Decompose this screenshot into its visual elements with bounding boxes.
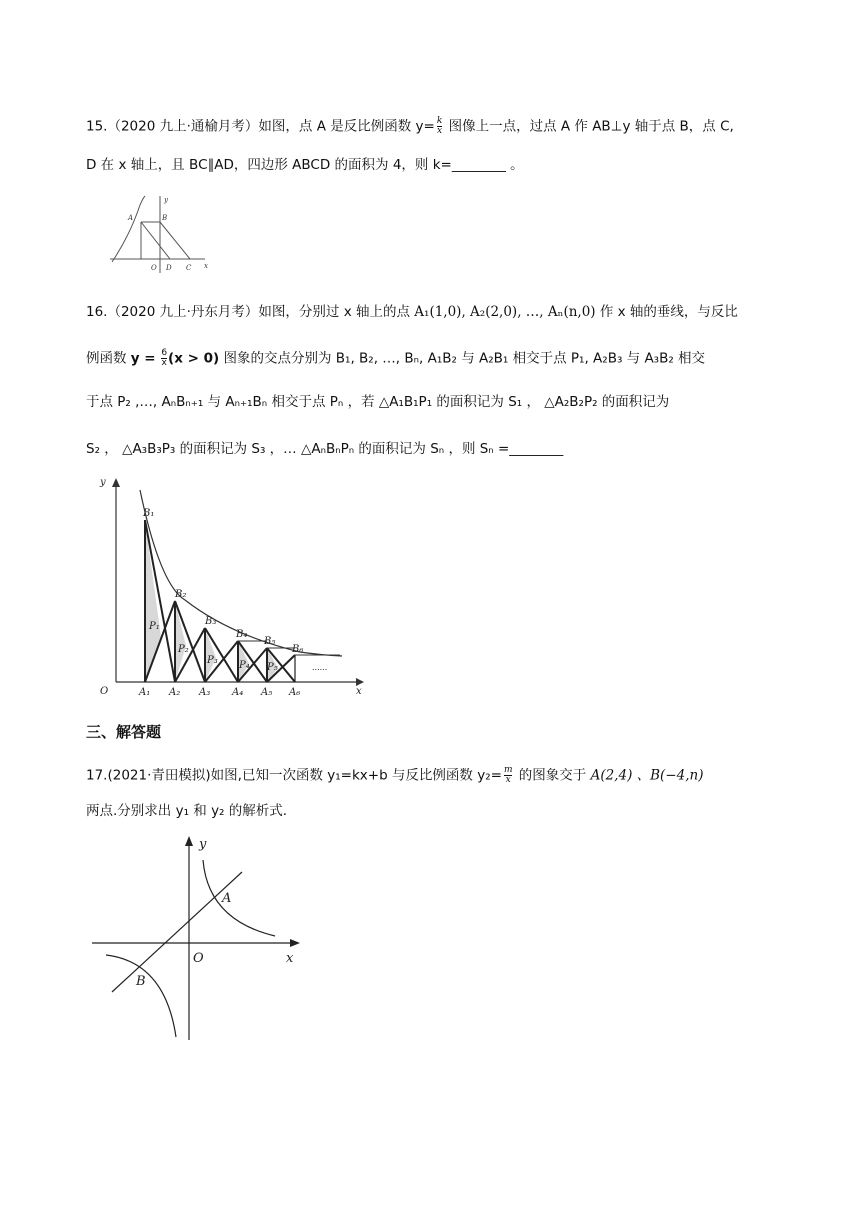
q16-fraction-denominator: x	[161, 358, 167, 368]
q15-label-b: B	[162, 214, 168, 222]
q17-fraction-denominator: x	[505, 775, 511, 785]
q15-text-part2: 图像上一点，过点 A 作 AB⊥y 轴于点 B，点 C,	[444, 118, 734, 135]
q15-text-line2: D 在 x 轴上，且 BC∥AD，四边形 ABCD 的面积为 4，则 k=________ 。	[86, 157, 524, 173]
q16-text-part2: 作 x 轴的垂线，与反比	[595, 304, 738, 320]
q15-label-o: O	[151, 264, 157, 272]
q16-label-b1: B₁	[143, 508, 155, 519]
q15-label-d: D	[166, 264, 172, 272]
q16-label-a5: A₅	[261, 687, 273, 698]
q16-text-line2-b: 图象的交点分别为 B₁, B₂, …, Bₙ, A₁B₂ 与 A₂B₁ 相交于点 P₁, A₂B₃ 与 A₃B₂ 相交	[219, 350, 706, 367]
q15-fraction-denominator: x	[437, 126, 443, 136]
q17-label-b: B	[136, 974, 146, 989]
q16-func: y =	[130, 350, 161, 367]
q16-label-a6: A₆	[289, 687, 301, 698]
q17-fraction-numerator: m	[503, 765, 513, 775]
q17-label-o: O	[193, 951, 204, 966]
q17-points: A(2,4) 、B(−4,n)	[590, 767, 704, 784]
q16-text-line4: S₂ ， △A₃B₃P₃ 的面积记为 S₃ ，… △AₙBₙPₙ 的面积记为 Sₙ ，则 Sₙ =________	[86, 441, 564, 457]
section-heading: 三、解答题	[86, 723, 162, 741]
q16-label-p3: P₃	[207, 655, 218, 666]
q16-text-part1: 16.（2020 九上·丹东月考）如图，分别过 x 轴上的点	[86, 304, 415, 320]
q16-label-b5: B₅	[264, 636, 276, 647]
q15-fraction-numerator: k	[436, 116, 443, 126]
q17-label-y: y	[199, 837, 207, 852]
q17-text-part1: 17.(2021·青田模拟)如图,已知一次函数 y₁=kx+b 与反比例函数 y₂=	[86, 767, 502, 784]
q16-label-p1: P₁	[149, 621, 160, 632]
q16-label-a4: A₄	[232, 687, 244, 698]
q17-x-axis-arrow	[290, 939, 300, 947]
q17-hyperbola-branch-2	[106, 955, 176, 1037]
q16-text-line3: 于点 P₂ ,…, AₙBₙ₊₁ 与 Aₙ₊₁Bₙ 相交于点 Pₙ ，若 △A₁B₁P₁ 的面积记为 S₁ ， △A₂B₂P₂ 的面积记为	[86, 394, 670, 410]
q16-label-x: x	[356, 686, 362, 697]
q15-label-x: x	[204, 262, 208, 270]
q16-label-o: O	[100, 686, 109, 697]
q16-label-p5: P₅	[267, 662, 278, 673]
q17-line-y1	[112, 872, 242, 992]
q17-label-a: A	[222, 891, 232, 906]
q17-text-part2: 的图象交于	[514, 767, 591, 784]
q16-text-line2-a: 例函数	[86, 350, 131, 367]
q16-label-p2: P₂	[178, 644, 189, 655]
q16-label-b2: B₂	[175, 589, 187, 600]
q17-label-x: x	[286, 951, 294, 966]
q16-dots: ......	[312, 663, 328, 672]
q16-label-p4: P₄	[239, 660, 250, 671]
q16-label-b4: B₄	[236, 629, 248, 640]
q17-y-axis-arrow	[185, 836, 193, 846]
q16-points: A₁(1,0), A₂(2,0), …, Aₙ(n,0)	[414, 304, 596, 320]
q17-text-line2: 两点.分别求出 y₁ 和 y₂ 的解析式.	[86, 803, 288, 819]
q16-label-y: y	[100, 477, 106, 488]
q16-fraction-numerator: 6	[161, 348, 168, 358]
q15-label-a: A	[128, 214, 134, 222]
q16-label-a1: A₁	[139, 687, 151, 698]
q15-label-y: y	[164, 196, 168, 204]
q16-label-a2: A₂	[169, 687, 181, 698]
q16-label-a3: A₃	[199, 687, 211, 698]
q15-text-part1: 15.（2020 九上·通榆月考）如图，点 A 是反比例函数 y=	[86, 118, 435, 135]
q16-condition: (x > 0)	[168, 350, 220, 367]
q16-label-b3: B₃	[205, 616, 217, 627]
q15-label-c: C	[186, 264, 192, 272]
q16-label-b6: B₆	[292, 644, 304, 655]
